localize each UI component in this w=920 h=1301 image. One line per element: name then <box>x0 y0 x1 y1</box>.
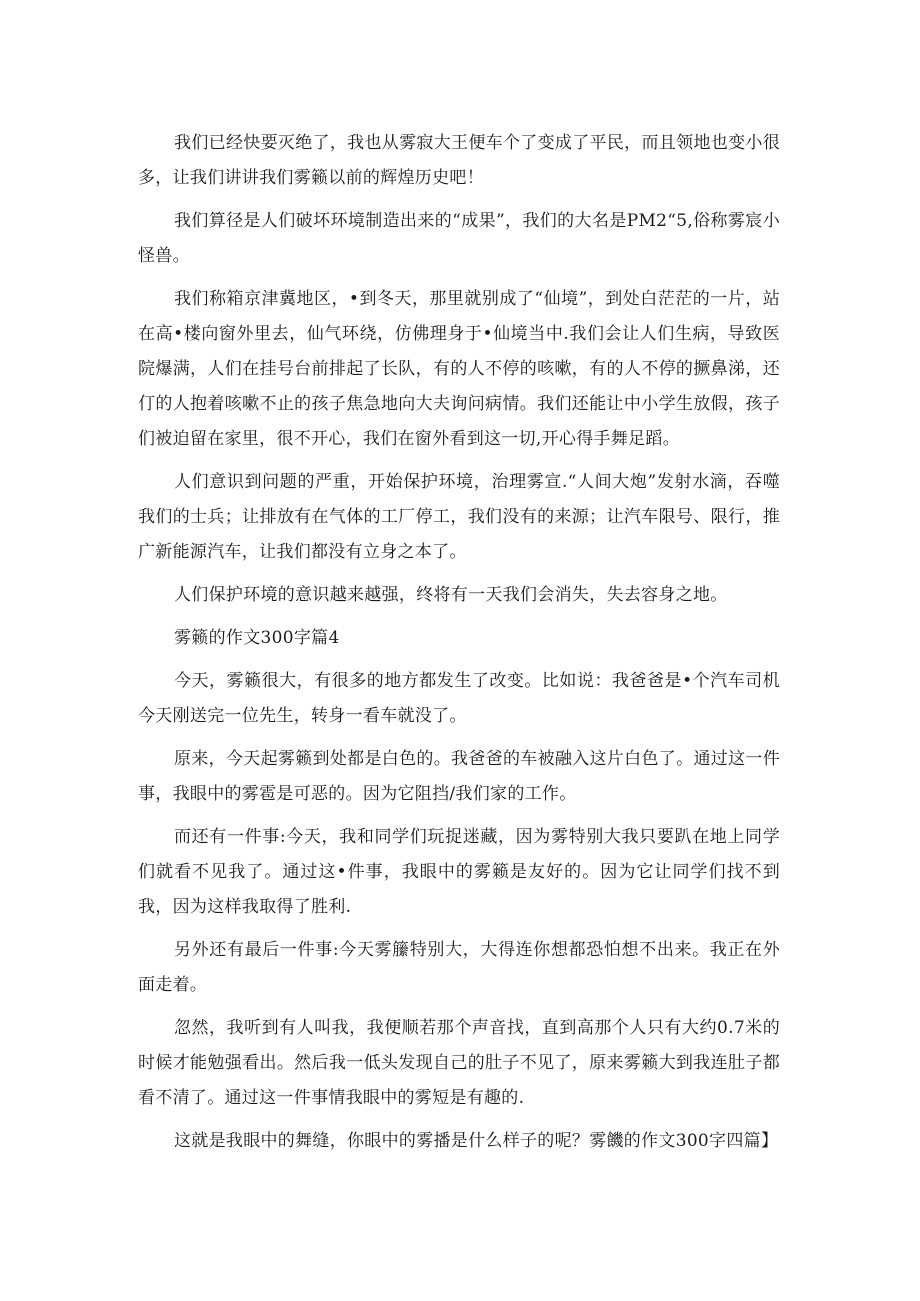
paragraph: 我们称箱京津冀地区，•到冬天，那里就别成了“仙境”，到处白茫茫的一片，站在高•楼向窗外里去，仙气环绕，仿佛理身于•仙境当中.我们会让人们生病，导致医院爆满，人们在挂号台前排起了长队，有的人不停的咳嗽，有的人不停的撅鼻涕，还仃的人抱着咳嗽不止的孩子焦急地向大夫询问病情。我们还能让中小学生放假，孩子们被迫留在家里，很不开心，我们在窗外看到这一切,开心得手舞足蹈。 <box>138 289 780 449</box>
document-body <box>138 126 780 1167</box>
paragraph: 人们保护环境的意识越来越强，终将有一天我们会消失，失去容身之地。 <box>174 585 728 605</box>
paragraph: 我们已经快要灭绝了，我也从雾寂大王便车个了变成了平民，而且领地也变小很多，让我们讲讲我们雾籁以前的辉煌历史吧！ <box>138 133 780 188</box>
section-title: 雾籁的作文300字篇4 <box>174 628 340 648</box>
paragraph: 今天，雾籁很大，有很多的地方都发生了改变。比如说：我爸爸是•个汽车司机今天刚送完一位先生，转身一看车就没了。 <box>138 671 780 726</box>
paragraph: 另外还有最后一件事:今天雾籘特别大，大得连你想都恐怕想不出来。我正在外面走着。 <box>138 940 780 995</box>
paragraph: 而还有一件事:今天，我和同学们玩捉迷藏，因为雾特别大我只要趴在地上同学们就看不见我了。通过这•件事，我眼中的雾籁是友好的。因为它让同学们找不到我，因为这样我取得了胜利. <box>138 827 780 917</box>
paragraph: 原来，今天起雾籁到处都是白色的。我爸爸的车被融入这片白色了。通过这一件事，我眼中的雾雹是可恶的。因为它阻挡/我们家的工作。 <box>138 749 780 804</box>
paragraph: 忽然，我听到有人叫我，我便顺若那个声音找，直到高那个人只有大约0.7米的时候才能勉强看出。然后我一低头发现自己的肚子不见了，原来雾籁大到我连肚子都看不清了。通过这一件事情我眼中的雾短是有趣的. <box>138 1018 780 1108</box>
paragraph: 我们算径是人们破坏环境制造出来的“成果”，我们的大名是PM2“5,俗称雾宸小怪兽。 <box>138 211 780 266</box>
paragraph: 这就是我眼中的舞缝，你眼中的雾播是什么样子的呢？雾饑的作文300字四篇】 <box>174 1131 779 1151</box>
paragraph: 人们意识到问题的严重，开始保护环境，治理雾宣.“人间大炮”发射水滴，吞噬我们的士兵；让排放有在气体的工厂停工，我们没有的来源；让汽车限号、限行，推广新能源汽车，让我们都没有立身之本了。 <box>138 472 780 562</box>
